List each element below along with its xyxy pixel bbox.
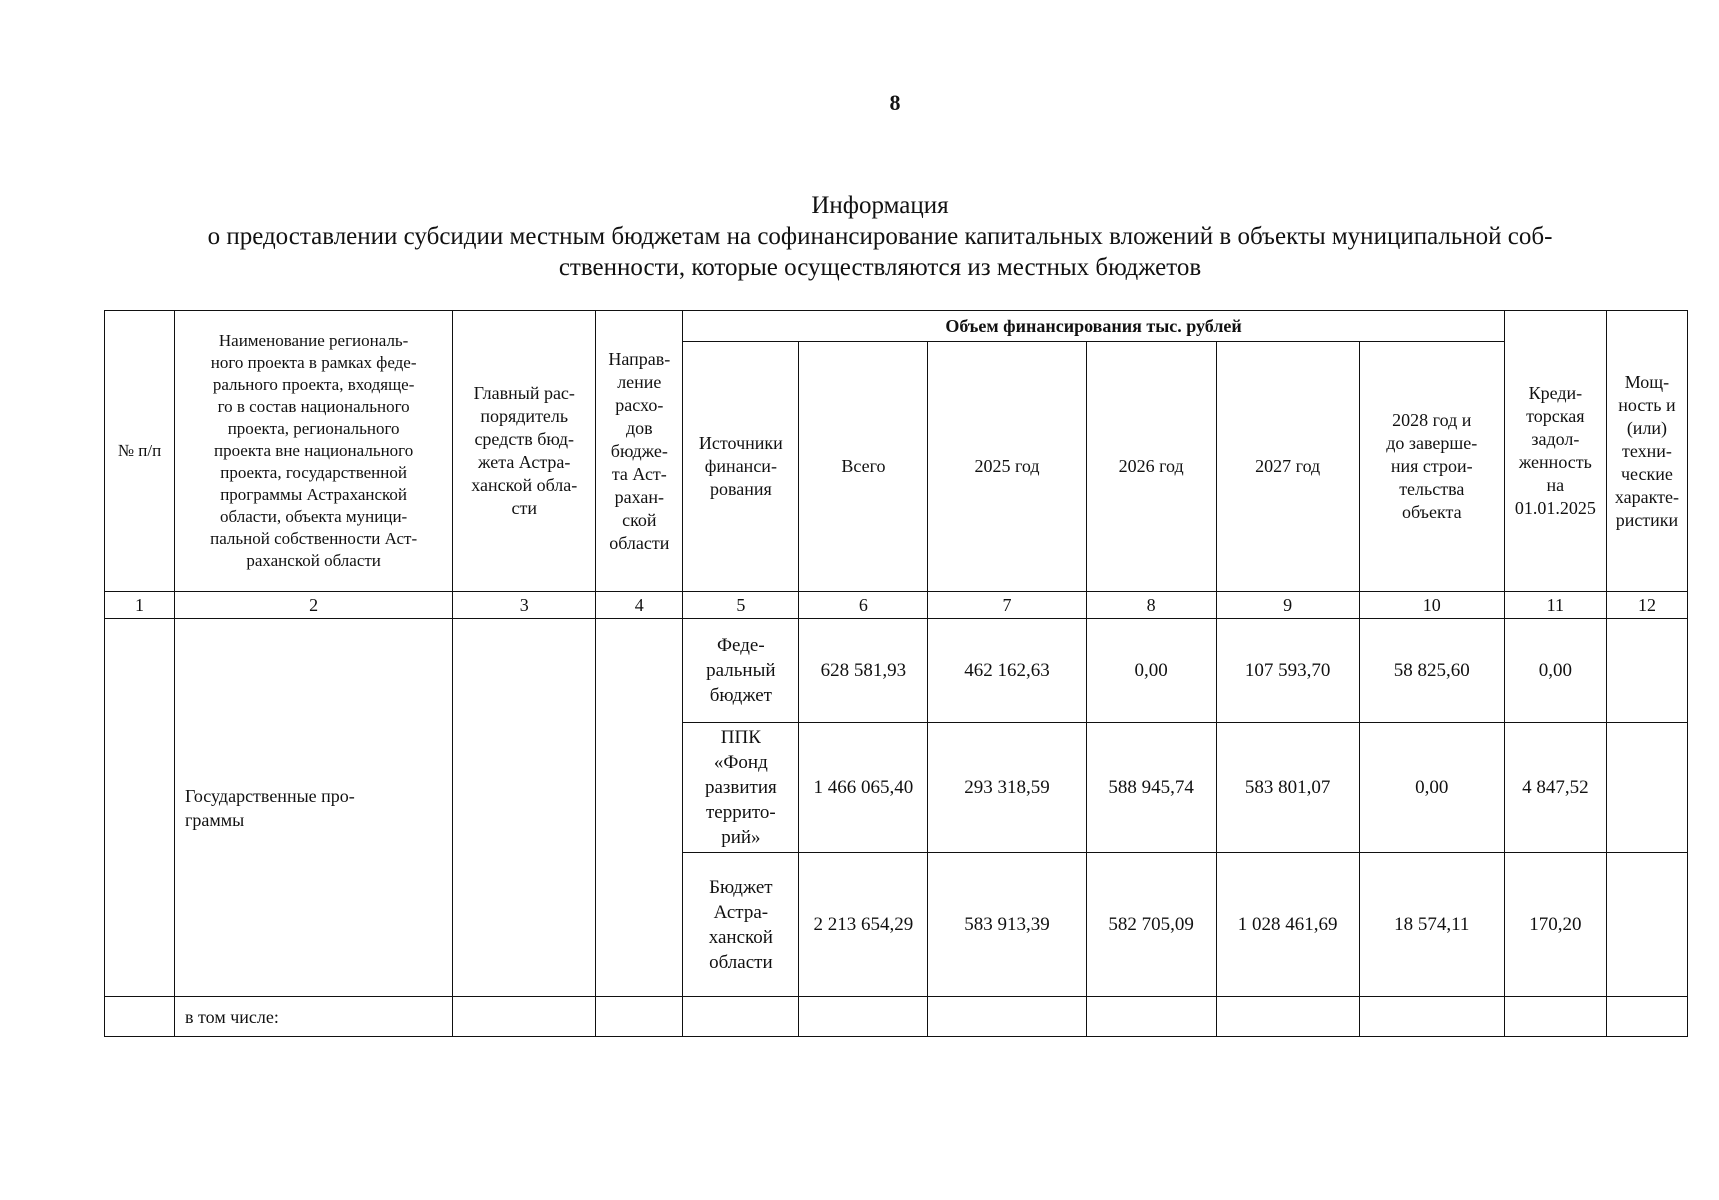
cell-direction-empty [596, 619, 683, 997]
cell-empty [1359, 997, 1504, 1037]
value-2025: 293 318,59 [928, 723, 1086, 853]
value-2026: 582 705,09 [1086, 853, 1216, 997]
value-debt: 4 847,52 [1504, 723, 1606, 853]
title-line-2: о предоставлении субсидии местным бюджетам на софинансирование капитальных вложений в объекты муниципальной соб- [207, 223, 1553, 250]
header-expense-direction: Направ- ление расхо- дов бюдже- та Аст- рахан- ской области [596, 311, 683, 592]
funding-source: ППК «Фонд развития террито- рий» [683, 723, 799, 853]
cell-empty [928, 997, 1086, 1037]
value-total: 628 581,93 [799, 619, 928, 723]
group-name: Государственные про- граммы [175, 619, 453, 997]
cell-empty [453, 997, 596, 1037]
value-2027: 583 801,07 [1216, 723, 1359, 853]
column-number: 9 [1216, 592, 1359, 619]
header-creditor-debt: Креди- торская задол- женность на 01.01.2025 [1504, 311, 1606, 592]
value-total: 2 213 654,29 [799, 853, 928, 997]
column-number: 12 [1606, 592, 1687, 619]
header-2026: 2026 год [1086, 342, 1216, 592]
header-funding-group: Объем финансирования тыс. рублей [683, 311, 1504, 342]
funding-source: Бюджет Астра- ханской области [683, 853, 799, 997]
header-total: Всего [799, 342, 928, 592]
column-number: 4 [596, 592, 683, 619]
value-2025: 462 162,63 [928, 619, 1086, 723]
header-number: № п/п [105, 311, 175, 592]
cell-empty [1216, 997, 1359, 1037]
table-row [105, 997, 1688, 1037]
page-number: 8 [889, 90, 901, 115]
cell-empty [1086, 997, 1216, 1037]
including-label: в том числе: [175, 997, 453, 1037]
title-line-1: Информация [811, 192, 949, 219]
value-capacity [1606, 853, 1687, 997]
value-2028: 0,00 [1359, 723, 1504, 853]
subsidy-table [104, 310, 1688, 1037]
header-budget-manager: Главный рас- порядитель средств бюд- жета Астра- ханской обла- сти [453, 311, 596, 592]
value-capacity [1606, 619, 1687, 723]
cell-empty [1606, 997, 1687, 1037]
column-number: 2 [175, 592, 453, 619]
value-debt: 0,00 [1504, 619, 1606, 723]
column-number: 1 [105, 592, 175, 619]
column-number: 11 [1504, 592, 1606, 619]
cell-empty [596, 997, 683, 1037]
value-capacity [1606, 723, 1687, 853]
column-number-row [105, 592, 1688, 619]
value-2026: 0,00 [1086, 619, 1216, 723]
value-2028: 58 825,60 [1359, 619, 1504, 723]
cell-empty [799, 997, 928, 1037]
cell-empty [1504, 997, 1606, 1037]
header-project-name: Наименование региональ- ного проекта в рамках феде- рального проекта, входяще- го в состав национального проекта, регионального проекта вне национального проекта, государственной программы Астраханской области, объекта муници- пальной собственности Аст- раханской области [175, 311, 453, 592]
header-funding-source: Источники финанси- рования [683, 342, 799, 592]
column-number: 6 [799, 592, 928, 619]
column-number: 3 [453, 592, 596, 619]
value-2027: 107 593,70 [1216, 619, 1359, 723]
header-2025: 2025 год [928, 342, 1086, 592]
column-number: 5 [683, 592, 799, 619]
document-title [110, 190, 1650, 283]
column-number: 8 [1086, 592, 1216, 619]
header-2028-completion: 2028 год и до заверше- ния строи- тельства объекта [1359, 342, 1504, 592]
table-row [105, 619, 1688, 723]
header-capacity: Мощ- ность и (или) техни- ческие характе- ристики [1606, 311, 1687, 592]
column-number: 7 [928, 592, 1086, 619]
cell-manager-empty [453, 619, 596, 997]
value-2025: 583 913,39 [928, 853, 1086, 997]
value-2026: 588 945,74 [1086, 723, 1216, 853]
value-2027: 1 028 461,69 [1216, 853, 1359, 997]
title-line-3: ственности, которые осуществляются из местных бюджетов [558, 254, 1202, 281]
cell-empty [683, 997, 799, 1037]
header-2027: 2027 год [1216, 342, 1359, 592]
funding-source: Феде- ральный бюджет [683, 619, 799, 723]
value-total: 1 466 065,40 [799, 723, 928, 853]
cell-empty [105, 997, 175, 1037]
value-debt: 170,20 [1504, 853, 1606, 997]
column-number: 10 [1359, 592, 1504, 619]
value-2028: 18 574,11 [1359, 853, 1504, 997]
cell-number-empty [105, 619, 175, 997]
